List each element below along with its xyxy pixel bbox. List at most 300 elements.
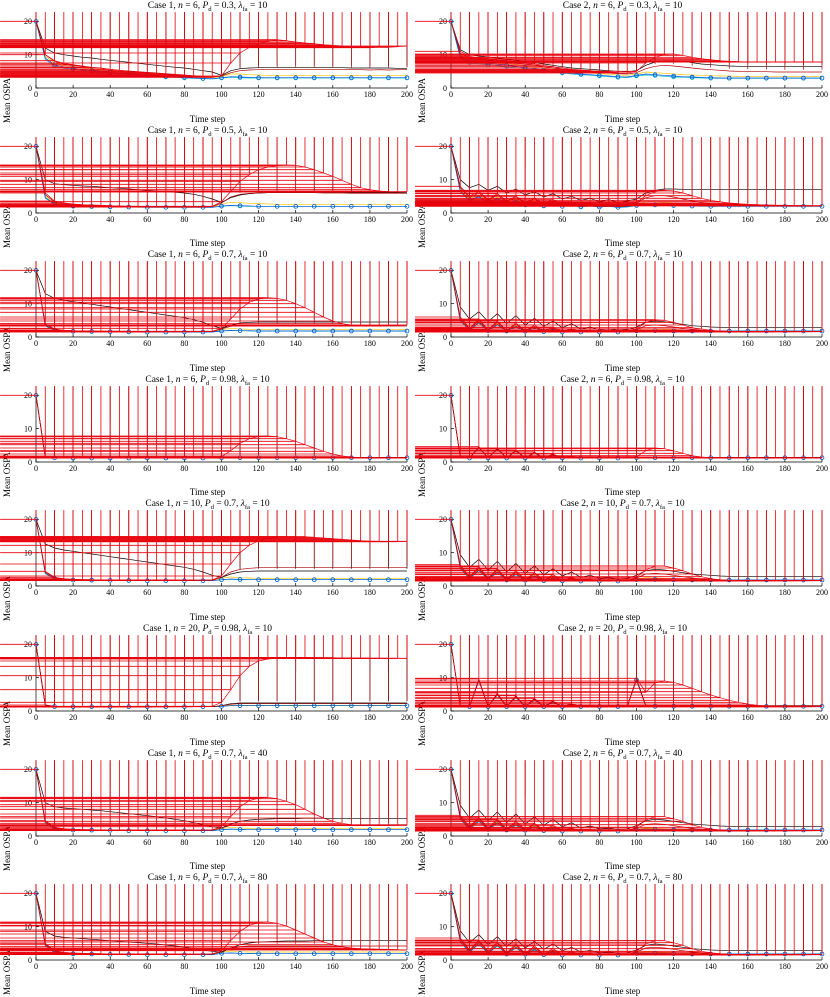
chart-panel bbox=[0, 498, 415, 623]
plot-area bbox=[415, 884, 830, 982]
svg-text:100: 100 bbox=[215, 712, 228, 722]
svg-text:100: 100 bbox=[630, 90, 643, 99]
panel-title-case: Case 1 bbox=[145, 499, 171, 510]
x-axis-label: Time step bbox=[189, 611, 226, 622]
x-axis-label: Time step bbox=[189, 362, 226, 373]
svg-text:40: 40 bbox=[106, 837, 115, 847]
svg-text:200: 200 bbox=[401, 339, 413, 349]
panel-title: Case 1, n = 6, $P_d = 0.7$, $\lambda_{fa} = 10$ bbox=[147, 250, 268, 263]
svg-text:20: 20 bbox=[484, 712, 493, 722]
svg-text:0: 0 bbox=[443, 208, 447, 218]
svg-text:40: 40 bbox=[106, 214, 115, 224]
x-axis-label: Time step bbox=[189, 113, 226, 124]
svg-text:10: 10 bbox=[24, 922, 32, 932]
svg-text:120: 120 bbox=[252, 214, 265, 224]
svg-text:60: 60 bbox=[143, 339, 152, 349]
svg-text:80: 80 bbox=[595, 339, 604, 349]
panel-title-case: Case 2 bbox=[562, 250, 589, 261]
panel-title: Case 2, n = 6, $P_d = 0.7$, $\lambda_{fa} = 40$ bbox=[562, 748, 683, 761]
svg-text:120: 120 bbox=[667, 90, 680, 99]
panel-title: Case 1, n = 20, $P_d = 0.98$, $\lambda_{fa} = 10$ bbox=[143, 623, 272, 636]
plot-area bbox=[0, 635, 415, 733]
x-axis-label: Time step bbox=[189, 487, 226, 498]
panel-title: Case 1, n = 6, $P_d = 0.7$, $\lambda_{fa} = 80$ bbox=[147, 873, 268, 886]
svg-text:0: 0 bbox=[34, 712, 38, 722]
svg-text:0: 0 bbox=[443, 332, 447, 342]
svg-text:180: 180 bbox=[363, 712, 376, 722]
panel-title-case: Case 1 bbox=[147, 748, 174, 759]
plot-area bbox=[0, 261, 415, 359]
y-axis-label-text: Mean OSPA bbox=[417, 825, 427, 871]
panel-title: Case 2, n = 6, $P_d = 0.5$, $\lambda_{fa} = 10$ bbox=[562, 125, 683, 138]
y-axis-label-text: Mean OSPA bbox=[417, 950, 427, 996]
chart-panel bbox=[415, 498, 830, 623]
svg-text:200: 200 bbox=[401, 463, 413, 473]
svg-text:0: 0 bbox=[28, 208, 32, 218]
x-axis-label: Time step bbox=[189, 736, 226, 747]
svg-text:10: 10 bbox=[24, 424, 32, 434]
chart-panel bbox=[0, 872, 415, 997]
svg-text:140: 140 bbox=[289, 588, 302, 598]
chart-panel bbox=[0, 125, 415, 250]
panel-title-case: Case 2 bbox=[560, 499, 586, 510]
svg-text:120: 120 bbox=[252, 90, 265, 99]
svg-text:10: 10 bbox=[439, 548, 447, 558]
chart-panel bbox=[0, 0, 415, 125]
panel-title-case: Case 2 bbox=[562, 873, 589, 884]
panel-title-case: Case 1 bbox=[147, 1, 174, 11]
panel-title-case: Case 2 bbox=[560, 374, 586, 385]
svg-text:160: 160 bbox=[741, 588, 754, 598]
svg-text:60: 60 bbox=[143, 837, 152, 847]
svg-text:10: 10 bbox=[24, 175, 32, 185]
svg-text:200: 200 bbox=[816, 962, 828, 972]
svg-text:0: 0 bbox=[449, 712, 453, 722]
svg-text:20: 20 bbox=[439, 889, 447, 899]
svg-text:0: 0 bbox=[449, 588, 453, 598]
y-axis-label-text: Mean OSPA bbox=[417, 451, 427, 497]
svg-text:10: 10 bbox=[439, 50, 447, 60]
svg-text:20: 20 bbox=[439, 640, 447, 650]
svg-text:40: 40 bbox=[521, 90, 530, 99]
svg-text:20: 20 bbox=[69, 214, 78, 224]
svg-text:160: 160 bbox=[326, 962, 339, 972]
svg-text:120: 120 bbox=[252, 463, 265, 473]
svg-text:20: 20 bbox=[24, 17, 32, 27]
panel-title: Case 2, n = 6, $P_d = 0.98$, $\lambda_{fa} = 10$ bbox=[560, 374, 685, 387]
svg-text:120: 120 bbox=[252, 962, 265, 972]
svg-text:180: 180 bbox=[363, 837, 376, 847]
svg-text:100: 100 bbox=[215, 90, 228, 99]
panel-title: Case 1, n = 6, $P_d = 0.98$, $\lambda_{fa} = 10$ bbox=[145, 374, 270, 387]
svg-text:20: 20 bbox=[484, 339, 493, 349]
svg-text:60: 60 bbox=[143, 90, 152, 99]
svg-text:160: 160 bbox=[326, 837, 339, 847]
svg-text:140: 140 bbox=[289, 214, 302, 224]
y-axis-label-text: Mean OSPA bbox=[2, 825, 12, 871]
svg-text:120: 120 bbox=[667, 837, 680, 847]
svg-text:80: 80 bbox=[595, 962, 604, 972]
svg-text:180: 180 bbox=[363, 90, 376, 99]
svg-text:40: 40 bbox=[106, 463, 115, 473]
panel-title: Case 1, n = 6, $P_d = 0.5$, $\lambda_{fa} = 10$ bbox=[147, 125, 268, 138]
svg-text:0: 0 bbox=[449, 214, 453, 224]
svg-text:120: 120 bbox=[252, 339, 265, 349]
x-axis-label: Time step bbox=[189, 985, 226, 996]
svg-text:120: 120 bbox=[667, 463, 680, 473]
svg-text:100: 100 bbox=[630, 463, 643, 473]
svg-text:180: 180 bbox=[363, 463, 376, 473]
svg-text:140: 140 bbox=[704, 90, 717, 99]
svg-text:180: 180 bbox=[778, 712, 791, 722]
svg-text:60: 60 bbox=[558, 588, 567, 598]
panel-title: Case 1, n = 6, $P_d = 0.7$, $\lambda_{fa} = 40$ bbox=[147, 748, 268, 761]
svg-text:20: 20 bbox=[484, 962, 493, 972]
svg-text:200: 200 bbox=[401, 962, 413, 972]
svg-text:200: 200 bbox=[401, 712, 413, 722]
svg-text:200: 200 bbox=[816, 90, 828, 99]
svg-text:180: 180 bbox=[778, 588, 791, 598]
svg-text:0: 0 bbox=[443, 83, 447, 93]
plot-area bbox=[0, 510, 415, 608]
svg-text:200: 200 bbox=[816, 837, 828, 847]
chart-panel bbox=[0, 249, 415, 374]
svg-text:160: 160 bbox=[741, 962, 754, 972]
svg-text:20: 20 bbox=[484, 837, 493, 847]
svg-text:20: 20 bbox=[484, 588, 493, 598]
svg-text:60: 60 bbox=[143, 962, 152, 972]
plot-area bbox=[415, 635, 830, 733]
chart-panel bbox=[0, 623, 415, 748]
svg-text:0: 0 bbox=[34, 463, 38, 473]
panel-title-case: Case 1 bbox=[147, 125, 174, 136]
panel-title: Case 2, n = 6, $P_d = 0.7$, $\lambda_{fa} = 10$ bbox=[562, 250, 683, 263]
svg-text:200: 200 bbox=[816, 588, 828, 598]
y-axis-label-text: Mean OSPA bbox=[2, 327, 12, 373]
svg-text:20: 20 bbox=[24, 640, 32, 650]
svg-text:0: 0 bbox=[34, 962, 38, 972]
svg-text:80: 80 bbox=[180, 339, 189, 349]
plot-area bbox=[0, 12, 415, 110]
svg-text:180: 180 bbox=[778, 214, 791, 224]
svg-text:120: 120 bbox=[667, 339, 680, 349]
svg-text:0: 0 bbox=[28, 332, 32, 342]
y-axis-label-text: Mean OSPA bbox=[2, 576, 12, 622]
svg-text:20: 20 bbox=[484, 90, 493, 99]
y-axis-label-text: Mean OSPA bbox=[417, 576, 427, 622]
svg-text:120: 120 bbox=[667, 712, 680, 722]
chart-panel bbox=[415, 872, 830, 997]
plot-area bbox=[0, 137, 415, 235]
svg-text:80: 80 bbox=[595, 463, 604, 473]
svg-text:10: 10 bbox=[24, 50, 32, 60]
y-axis-label-text: Mean OSPA bbox=[2, 700, 12, 746]
plot-area bbox=[415, 760, 830, 858]
svg-text:20: 20 bbox=[484, 214, 493, 224]
svg-text:200: 200 bbox=[401, 837, 413, 847]
svg-text:0: 0 bbox=[28, 83, 32, 93]
svg-text:100: 100 bbox=[215, 214, 228, 224]
plot-area bbox=[415, 12, 830, 110]
svg-text:120: 120 bbox=[667, 962, 680, 972]
svg-text:80: 80 bbox=[180, 463, 189, 473]
svg-text:0: 0 bbox=[449, 339, 453, 349]
svg-text:20: 20 bbox=[69, 90, 78, 99]
svg-text:60: 60 bbox=[558, 463, 567, 473]
svg-text:140: 140 bbox=[704, 463, 717, 473]
svg-text:160: 160 bbox=[741, 463, 754, 473]
svg-text:0: 0 bbox=[443, 955, 447, 965]
svg-text:120: 120 bbox=[667, 214, 680, 224]
panel-title-case: Case 2 bbox=[562, 1, 589, 11]
svg-text:200: 200 bbox=[816, 463, 828, 473]
chart-panel bbox=[415, 249, 830, 374]
svg-text:10: 10 bbox=[24, 299, 32, 309]
chart-panel bbox=[415, 0, 830, 125]
svg-text:0: 0 bbox=[443, 831, 447, 841]
svg-text:20: 20 bbox=[24, 141, 32, 151]
svg-text:60: 60 bbox=[558, 712, 567, 722]
svg-text:140: 140 bbox=[704, 712, 717, 722]
svg-text:20: 20 bbox=[439, 515, 447, 525]
svg-text:60: 60 bbox=[558, 837, 567, 847]
svg-text:0: 0 bbox=[28, 457, 32, 467]
svg-text:80: 80 bbox=[595, 837, 604, 847]
svg-text:60: 60 bbox=[558, 339, 567, 349]
svg-text:60: 60 bbox=[558, 214, 567, 224]
svg-text:40: 40 bbox=[521, 962, 530, 972]
svg-text:20: 20 bbox=[439, 141, 447, 151]
svg-text:180: 180 bbox=[778, 339, 791, 349]
y-axis-label-text: Mean OSPA bbox=[417, 327, 427, 373]
x-axis-label: Time step bbox=[604, 736, 641, 747]
svg-text:20: 20 bbox=[24, 764, 32, 774]
svg-text:20: 20 bbox=[69, 837, 78, 847]
svg-text:100: 100 bbox=[215, 588, 228, 598]
plot-area bbox=[415, 510, 830, 608]
svg-text:180: 180 bbox=[778, 962, 791, 972]
y-axis-label-text: Mean OSPA bbox=[2, 950, 12, 996]
svg-text:20: 20 bbox=[69, 712, 78, 722]
svg-text:100: 100 bbox=[630, 588, 643, 598]
svg-text:0: 0 bbox=[34, 339, 38, 349]
svg-text:200: 200 bbox=[816, 339, 828, 349]
svg-text:20: 20 bbox=[69, 339, 78, 349]
panel-title: Case 2, n = 20, $P_d = 0.98$, $\lambda_{fa} = 10$ bbox=[558, 623, 687, 636]
svg-text:0: 0 bbox=[449, 463, 453, 473]
svg-text:10: 10 bbox=[439, 175, 447, 185]
svg-text:0: 0 bbox=[28, 955, 32, 965]
x-axis-label: Time step bbox=[189, 238, 226, 249]
svg-text:40: 40 bbox=[521, 837, 530, 847]
svg-text:80: 80 bbox=[180, 837, 189, 847]
svg-text:120: 120 bbox=[667, 588, 680, 598]
svg-text:140: 140 bbox=[289, 962, 302, 972]
svg-text:140: 140 bbox=[289, 90, 302, 99]
chart-panel bbox=[0, 748, 415, 873]
svg-text:180: 180 bbox=[778, 463, 791, 473]
svg-text:200: 200 bbox=[816, 214, 828, 224]
svg-text:100: 100 bbox=[215, 962, 228, 972]
svg-text:40: 40 bbox=[106, 339, 115, 349]
svg-text:160: 160 bbox=[326, 214, 339, 224]
svg-text:160: 160 bbox=[326, 588, 339, 598]
svg-text:0: 0 bbox=[28, 582, 32, 592]
svg-text:180: 180 bbox=[363, 962, 376, 972]
x-axis-label: Time step bbox=[604, 611, 641, 622]
svg-text:160: 160 bbox=[741, 339, 754, 349]
svg-text:80: 80 bbox=[595, 214, 604, 224]
y-axis-label-text: Mean OSPA bbox=[2, 202, 12, 248]
svg-text:0: 0 bbox=[443, 582, 447, 592]
svg-text:100: 100 bbox=[215, 463, 228, 473]
svg-text:10: 10 bbox=[439, 673, 447, 683]
svg-text:0: 0 bbox=[28, 831, 32, 841]
svg-text:40: 40 bbox=[521, 463, 530, 473]
svg-text:40: 40 bbox=[521, 712, 530, 722]
svg-text:100: 100 bbox=[630, 214, 643, 224]
svg-text:40: 40 bbox=[106, 712, 115, 722]
panel-title: Case 2, n = 6, $P_d = 0.7$, $\lambda_{fa} = 80$ bbox=[562, 873, 683, 886]
panel-title-case: Case 2 bbox=[562, 125, 589, 136]
svg-text:20: 20 bbox=[439, 764, 447, 774]
svg-text:160: 160 bbox=[326, 90, 339, 99]
svg-text:80: 80 bbox=[180, 588, 189, 598]
chart-panel bbox=[415, 125, 830, 250]
panel-title: Case 2, n = 6, $P_d = 0.3$, $\lambda_{fa} = 10$ bbox=[562, 1, 683, 13]
svg-text:160: 160 bbox=[326, 339, 339, 349]
chart-panel bbox=[415, 623, 830, 748]
x-axis-label: Time step bbox=[604, 861, 641, 872]
svg-text:140: 140 bbox=[289, 339, 302, 349]
panel-title: Case 1, n = 6, $P_d = 0.3$, $\lambda_{fa} = 10$ bbox=[147, 1, 268, 13]
chart-panel bbox=[415, 374, 830, 499]
svg-text:20: 20 bbox=[69, 962, 78, 972]
svg-text:200: 200 bbox=[816, 712, 828, 722]
plot-area bbox=[0, 386, 415, 484]
svg-text:20: 20 bbox=[439, 17, 447, 27]
svg-text:180: 180 bbox=[778, 90, 791, 99]
svg-text:0: 0 bbox=[443, 706, 447, 716]
svg-text:0: 0 bbox=[34, 214, 38, 224]
svg-text:20: 20 bbox=[484, 463, 493, 473]
svg-text:10: 10 bbox=[24, 548, 32, 558]
svg-text:100: 100 bbox=[630, 712, 643, 722]
svg-text:200: 200 bbox=[401, 90, 413, 99]
svg-text:180: 180 bbox=[363, 214, 376, 224]
svg-text:160: 160 bbox=[741, 214, 754, 224]
svg-text:60: 60 bbox=[143, 463, 152, 473]
svg-text:180: 180 bbox=[363, 588, 376, 598]
svg-text:10: 10 bbox=[439, 922, 447, 932]
svg-text:180: 180 bbox=[778, 837, 791, 847]
svg-text:160: 160 bbox=[741, 837, 754, 847]
svg-text:100: 100 bbox=[630, 837, 643, 847]
plot-area bbox=[0, 760, 415, 858]
svg-text:40: 40 bbox=[521, 339, 530, 349]
svg-text:80: 80 bbox=[595, 712, 604, 722]
svg-text:10: 10 bbox=[439, 299, 447, 309]
svg-text:40: 40 bbox=[106, 962, 115, 972]
svg-text:80: 80 bbox=[180, 214, 189, 224]
svg-text:120: 120 bbox=[252, 712, 265, 722]
svg-text:40: 40 bbox=[106, 90, 115, 99]
svg-text:80: 80 bbox=[180, 962, 189, 972]
svg-text:20: 20 bbox=[439, 390, 447, 400]
svg-text:140: 140 bbox=[704, 962, 717, 972]
svg-text:80: 80 bbox=[180, 90, 189, 99]
svg-text:100: 100 bbox=[630, 962, 643, 972]
plot-area bbox=[415, 386, 830, 484]
svg-text:160: 160 bbox=[326, 463, 339, 473]
svg-text:20: 20 bbox=[439, 266, 447, 276]
y-axis-label-text: Mean OSPA bbox=[2, 78, 12, 123]
svg-text:40: 40 bbox=[106, 588, 115, 598]
svg-text:200: 200 bbox=[401, 214, 413, 224]
svg-text:140: 140 bbox=[704, 588, 717, 598]
svg-text:100: 100 bbox=[630, 339, 643, 349]
panel-title: Case 1, n = 10, $P_d = 0.7$, $\lambda_{fa} = 10$ bbox=[145, 499, 270, 512]
svg-text:140: 140 bbox=[289, 712, 302, 722]
x-axis-label: Time step bbox=[604, 362, 641, 373]
y-axis-label-text: Mean OSPA bbox=[417, 700, 427, 746]
svg-text:0: 0 bbox=[34, 588, 38, 598]
svg-text:60: 60 bbox=[558, 962, 567, 972]
plot-area bbox=[415, 261, 830, 359]
svg-text:200: 200 bbox=[401, 588, 413, 598]
svg-text:20: 20 bbox=[24, 390, 32, 400]
x-axis-label: Time step bbox=[604, 238, 641, 249]
y-axis-label-text: Mean OSPA bbox=[2, 451, 12, 497]
panel-title-case: Case 1 bbox=[143, 623, 169, 634]
x-axis-label: Time step bbox=[604, 985, 641, 996]
y-axis-label-text: Mean OSPA bbox=[417, 202, 427, 248]
svg-text:20: 20 bbox=[24, 266, 32, 276]
svg-text:0: 0 bbox=[34, 837, 38, 847]
svg-text:120: 120 bbox=[252, 588, 265, 598]
svg-text:160: 160 bbox=[741, 712, 754, 722]
svg-text:60: 60 bbox=[143, 712, 152, 722]
svg-text:80: 80 bbox=[595, 588, 604, 598]
svg-text:180: 180 bbox=[363, 339, 376, 349]
svg-text:0: 0 bbox=[449, 837, 453, 847]
chart-panel bbox=[415, 748, 830, 873]
y-axis-label-text: Mean OSPA bbox=[417, 78, 427, 123]
svg-text:20: 20 bbox=[24, 889, 32, 899]
svg-text:40: 40 bbox=[521, 588, 530, 598]
plot-area bbox=[0, 884, 415, 982]
svg-text:20: 20 bbox=[69, 463, 78, 473]
x-axis-label: Time step bbox=[604, 113, 641, 124]
panel-title-case: Case 1 bbox=[147, 873, 174, 884]
svg-text:100: 100 bbox=[215, 837, 228, 847]
svg-text:60: 60 bbox=[558, 90, 567, 99]
panel-title: Case 2, n = 10, $P_d = 0.7$, $\lambda_{fa} = 10$ bbox=[560, 499, 685, 512]
svg-text:0: 0 bbox=[449, 90, 453, 99]
x-axis-label: Time step bbox=[604, 487, 641, 498]
svg-text:160: 160 bbox=[741, 90, 754, 99]
svg-text:10: 10 bbox=[24, 798, 32, 808]
svg-text:40: 40 bbox=[521, 214, 530, 224]
svg-text:140: 140 bbox=[289, 837, 302, 847]
svg-text:80: 80 bbox=[595, 90, 604, 99]
panel-title-case: Case 2 bbox=[558, 623, 584, 634]
svg-text:10: 10 bbox=[439, 798, 447, 808]
svg-text:20: 20 bbox=[24, 515, 32, 525]
svg-text:140: 140 bbox=[704, 837, 717, 847]
panel-title-case: Case 1 bbox=[145, 374, 171, 385]
svg-text:0: 0 bbox=[443, 457, 447, 467]
